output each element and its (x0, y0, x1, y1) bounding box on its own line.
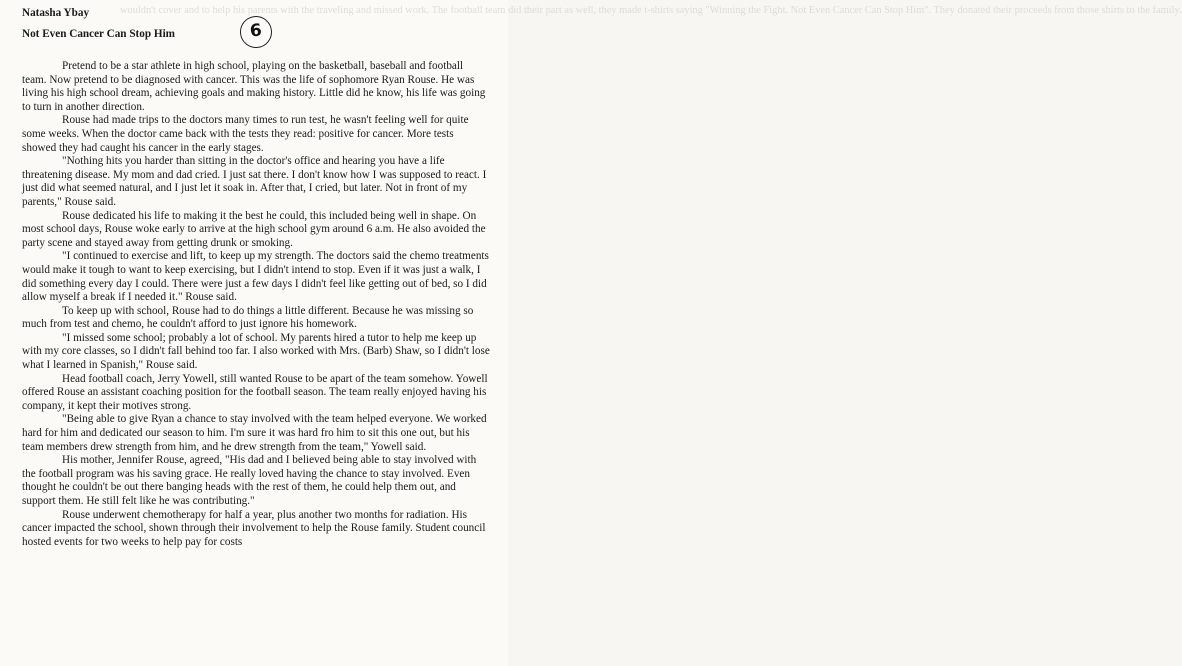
paragraph: Rouse underwent chemotherapy for half a year, plus another two months for radiation. His cancer impacted the school, shown through their involvement to help the Rouse family. Student council hosted events for two weeks to help pay for costs (22, 508, 486, 548)
bleed-through-text: wouldn't cover and to help his parents with the traveling and missed work. The football team did their part as well, they made t-shirts saying "Winning the Fight. Not Even Cancer Can Stop Him". They donated their proceeds from those shirts to the family. (120, 5, 1182, 16)
paragraph: "Being able to give Ryan a chance to stay involved with the team helped everyone. We worked hard for him and dedicated our season to him. I'm sure it was hard fro him to sit this one out, but his team members drew strength from him, and he drew strength from the team," Yowell said. (22, 413, 487, 453)
author-name: Natasha Ybay (22, 7, 90, 19)
paragraph: Rouse dedicated his life to making it the best he could, this included being well in shape. On most school days, Rouse woke early to arrive at the high school gym around 6 a.m. He also avoided the party scene and stayed away from getting drunk or smoking. (22, 209, 486, 249)
paragraph: "Nothing hits you harder than sitting in the doctor's office and hearing you have a life threatening disease. My mom and dad cried. I just sat there. I don't know how I was supposed to react. I just did what seemed natural, and I just let it soak in. After that, I cried, but later. Not in front of my parents," Rouse said. (22, 155, 487, 208)
paragraph: His mother, Jennifer Rouse, agreed, "His dad and I believed being able to stay involved with the football program was his saving grace. He really loved having the chance to stay involved. Even thought he couldn't be out there banging heads with the rest of them, he could help them out, and support them. He still felt like he was contributing." (22, 454, 477, 507)
paragraph: Head football coach, Jerry Yowell, still wanted Rouse to be apart of the team somehow. Yowell offered Rouse an assistant coaching position for the football season. The team really enjoyed having his company, it kept their motives strong. (22, 372, 488, 412)
paragraph: "I continued to exercise and lift, to keep up my strength. The doctors said the chemo treatments would make it tough to want to keep exercising, but I didn't intend to stop. Even if it was just a walk, I did something every day I could. There were just a few days I didn't feel like getting out of bed, so I did allow myself a break if I needed it." Rouse said. (22, 250, 489, 304)
paragraph: Pretend to be a star athlete in high school, playing on the basketball, baseball and football team. Now pretend to be diagnosed with cancer. This was the life of sophomore Ryan Rouse. He was living his high school dream, achieving goals and making history. Little did he know, his life was going to turn in another direction. (22, 60, 486, 113)
paragraph: "I missed some school; probably a lot of school. My parents hired a tutor to help me keep up with my core classes, so I didn't fall behind too far. I also worked with Mrs. (Barb) Shaw, so I didn't lose what I learned in Spanish," Rouse said. (22, 331, 490, 372)
paragraph: To keep up with school, Rouse had to do things a little different. Because he was missing so much from test and chemo, he couldn't afford to just ignore his homework. (22, 304, 474, 331)
handwritten-grade: 6 (238, 14, 273, 49)
paragraph: Rouse had made trips to the doctors many times to run test, he wasn't feeling well for quite some weeks. When the doctor came back with the tests they read: positive for cancer. More tests showed they had caught his cancer in the early stages. (22, 114, 469, 154)
article-body (22, 60, 490, 549)
article-title: Not Even Cancer Can Stop Him (22, 28, 176, 40)
title-row (22, 20, 490, 50)
